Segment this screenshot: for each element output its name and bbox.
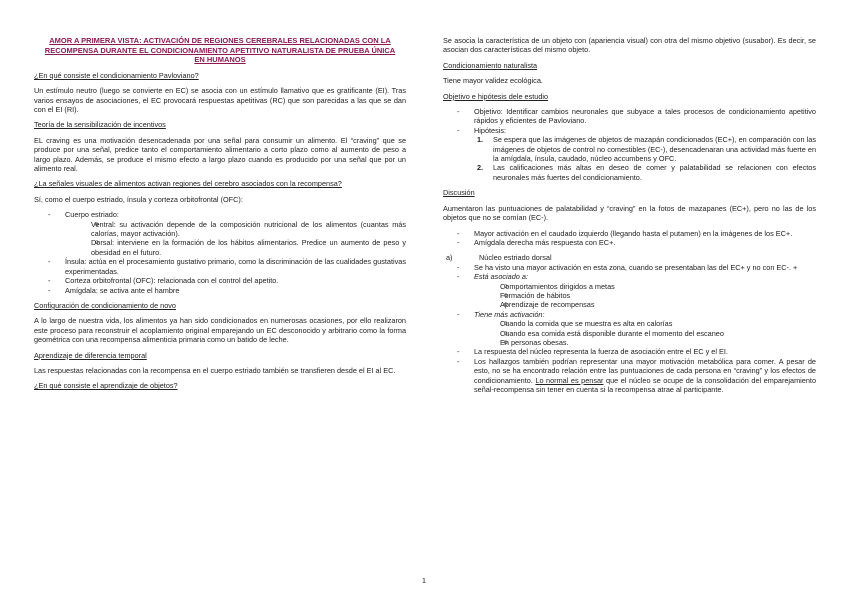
left-column [34, 36, 406, 397]
striatum-sublist [65, 220, 406, 258]
section-heading-pavlovian: ¿En qué consiste el condicionamiento Pavloviano? [34, 70, 199, 80]
list-item-obese: o En personas obesas. [474, 338, 816, 347]
paragraph-visual-signals: Sí, como el cuerpo estriado, ínsula y corteza orbitofrontal (OFC): [34, 194, 243, 204]
findings-underlined: Lo normal es pensar [535, 375, 604, 385]
list-item-hypotheses [443, 126, 816, 182]
document-title: AMOR A PRIMERA VISTA: ACTIVACIÓN DE REGIONES CEREBRALES RELACIONADAS CON LA RECOMPENSA DURANTE EL CONDICIONAMIENTO APETITIVO NATURALISTA DE PRUEBA ÚNICA EN HUMANOS [44, 36, 396, 65]
brain-regions-list [34, 210, 406, 295]
page-number: 1 [421, 576, 427, 585]
list-item-habits: o Formación de hábitos [474, 291, 816, 300]
findings-text: Los hallazgos también podrían representar una mayor motivación metabólica para comer. A pesar de esto, no se ha encontrado relación entre las puntuaciones de cada persona en “craving” y los efectos de condicionamiento. [474, 356, 816, 385]
paragraph-naturalistic: Tiene mayor validez ecológica. [443, 76, 543, 86]
list-item [474, 135, 816, 163]
list-item-amygdala: - Amígdala: se activa ante el hambre [34, 286, 406, 295]
dorsal-striatum-list [443, 263, 816, 395]
right-column [443, 36, 816, 400]
section-heading-object-learning: ¿En qué consiste el aprendizaje de objetos? [34, 381, 178, 391]
list-item [443, 310, 816, 348]
paragraph-discussion: Aumentaron las puntuaciones de palatabilidad y “craving” en la fotos de mazapanes (EC+), pero no las de los objetos que no se comían (EC-). [443, 203, 816, 223]
paragraph-pavlovian: Un estímulo neutro (luego se convierte en EC) se asocia con un estímulo llamativo que es gratificante (EI). Tras varios ensayos de asociaciones, el EC provocará respuestas apetitivas (RC) que son parecidas a las que se dan con el EI (RI). [34, 86, 406, 114]
list-item-activation: - Se ha visto una mayor activación en esta zona, cuando se presentaban las del EC+ y no con EC-. + [443, 263, 816, 272]
list-item-ventral: o Ventral: su activación depende de la composición nutricional de los alimentos (cuantas más calorías, mayor activación). [65, 220, 406, 239]
list-item-striatum: Cuerpo estriado: [65, 210, 119, 220]
paragraph-de-novo: A lo largo de nuestra vida, los alimentos ya han sido condicionados en numerosas ocasiones, por ello realizaron este proceso para reconstruir el acoplamiento original emparejando un EC desconocido y arbitrario como la forma geométrica con una recompensa alimenticia primaria como un batido de leche. [34, 316, 406, 345]
list-item-amygdala-right: - Amígdala derecha más respuesta con EC+. [443, 238, 816, 247]
section-heading-visual-signals: ¿La señales visuales de alimentos activan regiones del cerebro asociados con la recompensa? [34, 179, 342, 189]
list-item-reward-learning: o Aprendizaje de recompensas [474, 300, 816, 309]
hypothesis-number: 2. [477, 163, 484, 173]
list-item-goals: o Comportamientos dirigidos a metas [474, 282, 816, 291]
discussion-list [443, 229, 816, 248]
objective-list [443, 107, 816, 182]
section-heading-objective: Objetivo e hipótesis dele estudio [443, 91, 549, 101]
activation-sublist [474, 319, 816, 347]
findings-end: que el núcleo se ocupe de la consolidación del emparejamiento señal-recompensa sin tener en cuenta si la recompensa atrae al participante. [474, 375, 817, 394]
list-item [474, 163, 816, 182]
associated-label: Está asociado a: [474, 272, 528, 282]
paragraph-incentive: EL craving es una motivación desencadenada por una señal para consumir un alimento. El “craving” que se produce por una señal, predice tanto el comportamiento alimentario a corto plazo como al aumento de peso a largo plazo. Además, se produce el mismo efecto a largo plazo cuando es producido por una señal que por un alimento real. [34, 135, 406, 174]
list-item [34, 210, 406, 257]
paragraph-temporal-difference: Las respuestas relacionadas con la recompensa en el cuerpo estriado también se transfieren desde el EI al EC. [34, 365, 396, 375]
list-item-insula: - Ínsula: actúa en el procesamiento gustativo primario, como la discriminación de las cualidades gustativas experimentadas. [34, 257, 406, 276]
section-heading-de-novo: Configuración de condicionamiento de novo [34, 300, 176, 310]
section-heading-discussion: Discusión [443, 188, 475, 198]
list-item [443, 272, 816, 310]
section-heading-temporal-difference: Aprendizaje de diferencia temporal [34, 350, 147, 360]
list-item-caudate: - Mayor activación en el caudado izquierdo (llegando hasta el putamen) en la imágenes de los EC+. [443, 229, 816, 238]
list-item-available-food: o Cuando esa comida está disponible durante el momento del escaneo [474, 329, 816, 338]
hypotheses-label: Hipótesis: [474, 125, 507, 135]
subsection-dorsal-striatum [443, 253, 816, 262]
hypothesis-number: 1. [477, 135, 484, 145]
subsection-label: a) [446, 253, 453, 263]
list-item-ofc: - Corteza orbitofrontal (OFC): relacionada con el control del apetito. [34, 276, 406, 285]
hypotheses-list [474, 135, 816, 182]
subsection-title: Núcleo estriado dorsal [479, 253, 552, 263]
section-heading-incentive: Teoría de la sensibilización de incentivos [34, 120, 166, 130]
list-item-high-calorie: o Cuando la comida que se muestra es alta en calorías [474, 319, 816, 328]
paragraph-object-learning: Se asocia la característica de un objeto con (apariencia visual) con otra del mismo objetivo (susabor). Es decir, se asocian dos características del mismo objeto. [443, 36, 816, 55]
list-item-association-strength: - La respuesta del núcleo representa la fuerza de asociación entre el EC y el EI. [443, 347, 816, 356]
more-activation-label: Tiene más activación: [474, 309, 545, 319]
list-item-objective: - Objetivo: Identificar cambios neuronales que subyace a tales procesos de condicionamiento apetitivo rápidos y eficientes de Pavloviano. [443, 107, 816, 126]
list-item-findings [443, 357, 816, 395]
hypothesis-2: Las calificaciones más altas en deseo de comer y palatabilidad se relacionen con efectos neuronales más fuertes del condicionamiento. [493, 163, 816, 182]
associated-sublist [474, 282, 816, 310]
hypothesis-1: Se espera que las imágenes de objetos de mazapán condicionados (EC+), en comparación con las imágenes de objetos de control no comestibles (EC-), desencadenaran una actividad más fuerte en la amígdala, ínsula, caudado, núcleo accumbens y OFC. [493, 135, 816, 164]
section-heading-naturalistic: Condicionamiento naturalista [443, 60, 538, 70]
list-item-dorsal: o Dorsal: interviene en la formación de los hábitos alimentarios. Predice un aumento de peso y obesidad en el futuro. [65, 238, 406, 257]
